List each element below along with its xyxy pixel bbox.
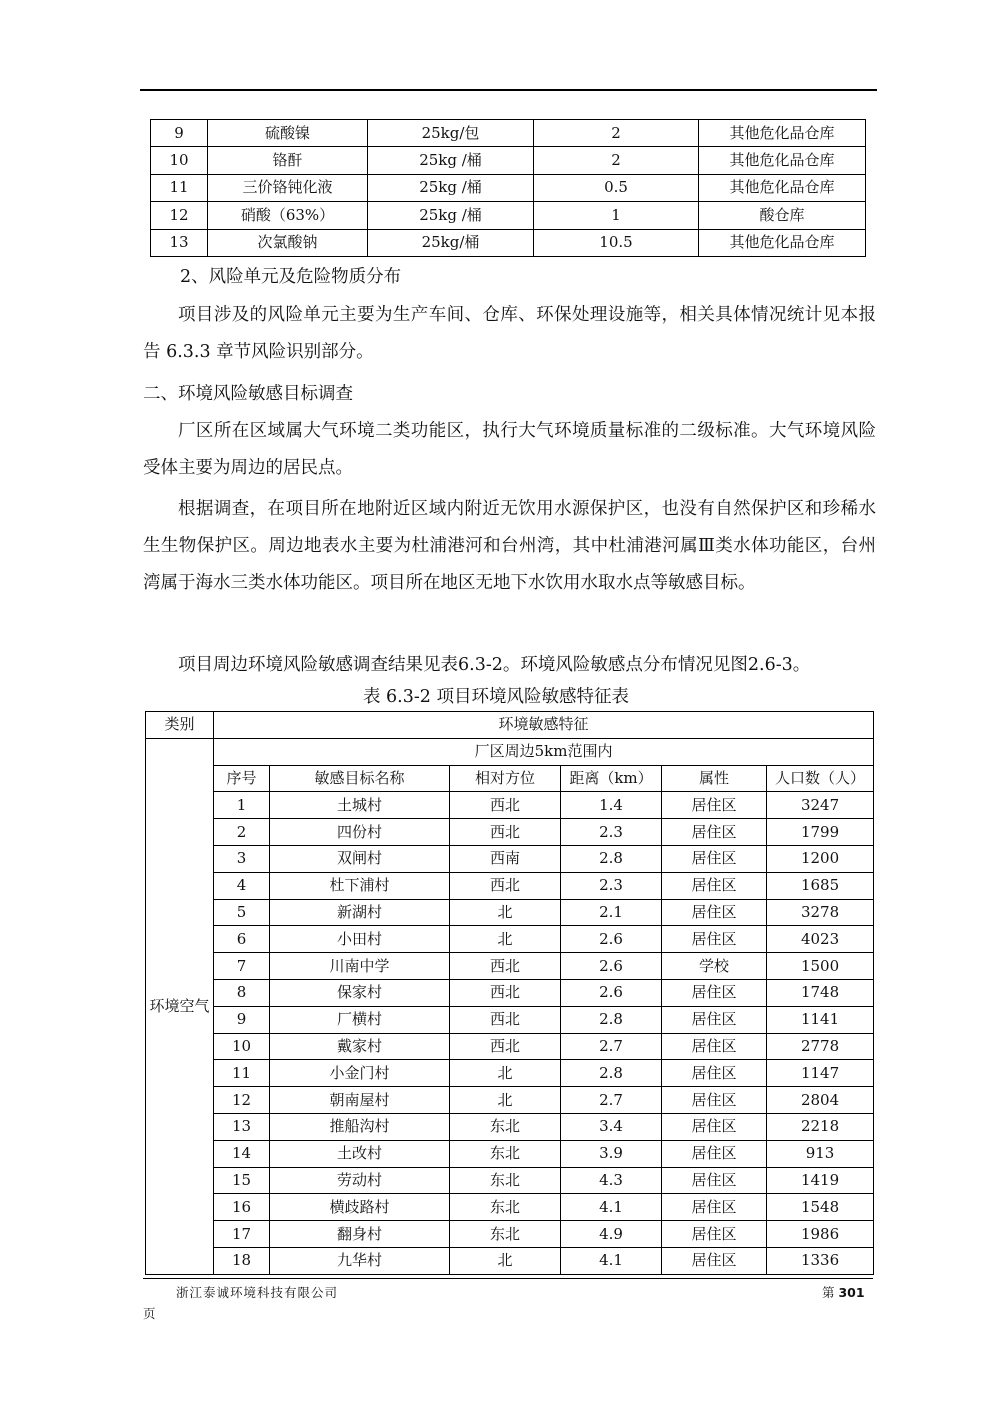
table-cell: 居住区	[662, 1033, 767, 1060]
column-header: 人口数（人）	[767, 765, 874, 792]
table-cell: 居住区	[662, 872, 767, 899]
table-cell: 2.8	[561, 845, 662, 872]
table-cell: 西北	[450, 819, 561, 846]
material-row	[151, 202, 866, 229]
table-cell: 北	[450, 1087, 561, 1114]
table-row	[146, 819, 874, 846]
table-cell: 西北	[450, 979, 561, 1006]
table-row	[146, 845, 874, 872]
table-cell: 2.6	[561, 926, 662, 953]
table-cell: 2.6	[561, 979, 662, 1006]
table-cell: 4.9	[561, 1221, 662, 1248]
table-cell: 16	[214, 1194, 270, 1221]
table-cell: 东北	[450, 1194, 561, 1221]
table-row	[146, 1140, 874, 1167]
paragraph-risk-units: 项目涉及的风险单元主要为生产车间、仓库、环保处理设施等，相关具体情况统计见本报告 6.3.3 章节风险识别部分。	[143, 305, 876, 362]
footer-company: 浙江泰诚环境科技有限公司	[176, 1285, 339, 1300]
material-cell: 次氯酸钠	[208, 229, 368, 256]
material-cell: 25kg/包	[368, 120, 534, 147]
column-header: 属性	[662, 765, 767, 792]
header-rule	[140, 89, 877, 91]
table-cell: 1	[214, 792, 270, 819]
table-cell: 9	[214, 1006, 270, 1033]
table-cell: 1799	[767, 819, 874, 846]
table-cell: 2.3	[561, 872, 662, 899]
table-cell: 推船沟村	[270, 1113, 450, 1140]
table-cell: 11	[214, 1060, 270, 1087]
table-cell: 西北	[450, 872, 561, 899]
table-cell: 6	[214, 926, 270, 953]
table-cell: 2.7	[561, 1087, 662, 1114]
table-cell: 小田村	[270, 926, 450, 953]
column-header: 敏感目标名称	[270, 765, 450, 792]
table-cell: 2.1	[561, 899, 662, 926]
table-cell: 居住区	[662, 1194, 767, 1221]
table-cell: 北	[450, 1247, 561, 1274]
material-cell: 13	[151, 229, 208, 256]
table-cell: 居住区	[662, 1140, 767, 1167]
table-row	[146, 1194, 874, 1221]
material-cell: 硫酸镍	[208, 120, 368, 147]
page-number: 301	[838, 1285, 865, 1300]
material-cell: 三价铬钝化液	[208, 174, 368, 201]
table-cell: 居住区	[662, 1247, 767, 1274]
table-cell: 新湖村	[270, 899, 450, 926]
table-row	[146, 1113, 874, 1140]
table-cell: 3.4	[561, 1113, 662, 1140]
page-prefix: 第	[822, 1285, 839, 1300]
table-cell: 913	[767, 1140, 874, 1167]
table-cell: 西南	[450, 845, 561, 872]
material-cell: 其他危化品仓库	[699, 229, 866, 256]
table-cell: 朝南屋村	[270, 1087, 450, 1114]
table-cell: 居住区	[662, 845, 767, 872]
table-cell: 3.9	[561, 1140, 662, 1167]
table-caption: 表 6.3-2 项目环境风险敏感特征表	[362, 687, 629, 707]
material-row	[151, 229, 866, 256]
table-cell: 居住区	[662, 792, 767, 819]
table-row	[146, 926, 874, 953]
table-cell: 13	[214, 1113, 270, 1140]
table-cell: 1419	[767, 1167, 874, 1194]
table-cell: 居住区	[662, 926, 767, 953]
table-row	[146, 872, 874, 899]
material-cell: 9	[151, 120, 208, 147]
table-cell: 小金门村	[270, 1060, 450, 1087]
table-cell: 2778	[767, 1033, 874, 1060]
table-cell: 8	[214, 979, 270, 1006]
footer-page-number	[822, 1283, 865, 1301]
material-cell: 25kg /桶	[368, 202, 534, 229]
table-cell: 居住区	[662, 899, 767, 926]
paragraph-air-environment: 厂区所在区域属大气环境二类功能区，执行大气环境质量标准的二级标准。大气环境风险受体主要为周边的居民点。	[143, 421, 876, 478]
table-cell: 3278	[767, 899, 874, 926]
table-cell: 西北	[450, 1033, 561, 1060]
table-cell: 15	[214, 1167, 270, 1194]
table-cell: 戴家村	[270, 1033, 450, 1060]
table-cell: 居住区	[662, 819, 767, 846]
material-cell: 其他危化品仓库	[699, 120, 866, 147]
header-feature: 环境敏感特征	[214, 712, 874, 739]
table-cell: 3247	[767, 792, 874, 819]
table-cell: 北	[450, 899, 561, 926]
table-cell: 4023	[767, 926, 874, 953]
table-cell: 居住区	[662, 1113, 767, 1140]
table-cell: 居住区	[662, 1087, 767, 1114]
material-cell: 铬酐	[208, 147, 368, 174]
material-row	[151, 174, 866, 201]
table-cell: 2.7	[561, 1033, 662, 1060]
range-label: 厂区周边5km范围内	[214, 738, 874, 765]
table-cell: 东北	[450, 1167, 561, 1194]
table-cell: 12	[214, 1087, 270, 1114]
table-cell: 横歧路村	[270, 1194, 450, 1221]
table-cell: 劳动村	[270, 1167, 450, 1194]
table-cell: 居住区	[662, 1221, 767, 1248]
material-cell: 其他危化品仓库	[699, 174, 866, 201]
footer-page-suffix: 页	[143, 1306, 156, 1321]
table-cell: 2.6	[561, 953, 662, 980]
table-row	[146, 1247, 874, 1274]
section-heading-sensitive-targets: 二、环境风险敏感目标调查	[143, 384, 353, 404]
table-cell: 学校	[662, 953, 767, 980]
table-cell: 2804	[767, 1087, 874, 1114]
table-cell: 4.3	[561, 1167, 662, 1194]
table-cell: 川南中学	[270, 953, 450, 980]
footer-rule	[143, 1278, 873, 1279]
table-cell: 居住区	[662, 1167, 767, 1194]
table-cell: 东北	[450, 1113, 561, 1140]
material-cell: 2	[534, 147, 699, 174]
material-cell: 25kg /桶	[368, 147, 534, 174]
category-cell: 环境空气	[146, 738, 214, 1274]
column-header: 序号	[214, 765, 270, 792]
table-cell: 保家村	[270, 979, 450, 1006]
table-cell: 14	[214, 1140, 270, 1167]
table-row	[146, 979, 874, 1006]
table-cell: 东北	[450, 1140, 561, 1167]
table-cell: 西北	[450, 1006, 561, 1033]
section-heading-risk-units: 2、风险单元及危险物质分布	[180, 267, 402, 287]
material-cell: 11	[151, 174, 208, 201]
table-cell: 1986	[767, 1221, 874, 1248]
table-cell: 土城村	[270, 792, 450, 819]
table-cell: 1200	[767, 845, 874, 872]
material-cell: 硝酸（63%）	[208, 202, 368, 229]
table-row	[146, 953, 874, 980]
table-row	[146, 1167, 874, 1194]
material-cell: 10.5	[534, 229, 699, 256]
table-cell: 杜下浦村	[270, 872, 450, 899]
material-cell: 酸仓库	[699, 202, 866, 229]
table-row	[146, 1221, 874, 1248]
paragraph-survey-result: 项目周边环境风险敏感调查结果见表6.3-2。环境风险敏感点分布情况见图2.6-3。	[178, 655, 811, 675]
material-cell: 25kg/桶	[368, 229, 534, 256]
material-cell: 2	[534, 120, 699, 147]
table-cell: 1141	[767, 1006, 874, 1033]
table-cell: 2218	[767, 1113, 874, 1140]
table-cell: 18	[214, 1247, 270, 1274]
table-row	[146, 1087, 874, 1114]
table-cell: 西北	[450, 792, 561, 819]
table-cell: 厂横村	[270, 1006, 450, 1033]
material-row	[151, 120, 866, 147]
table-cell: 1748	[767, 979, 874, 1006]
table-cell: 2.3	[561, 819, 662, 846]
material-row	[151, 147, 866, 174]
header-category: 类别	[146, 712, 214, 739]
table-cell: 4.1	[561, 1194, 662, 1221]
column-header: 相对方位	[450, 765, 561, 792]
table-cell: 居住区	[662, 1060, 767, 1087]
material-cell: 25kg /桶	[368, 174, 534, 201]
table-cell: 北	[450, 1060, 561, 1087]
table-cell: 北	[450, 926, 561, 953]
table-cell: 10	[214, 1033, 270, 1060]
hazardous-materials-table	[150, 119, 866, 257]
table-row	[146, 1033, 874, 1060]
table-cell: 居住区	[662, 1006, 767, 1033]
table-cell: 土改村	[270, 1140, 450, 1167]
table-cell: 双闸村	[270, 845, 450, 872]
table-row	[146, 1060, 874, 1087]
table-cell: 1685	[767, 872, 874, 899]
table-row	[146, 1006, 874, 1033]
material-cell: 1	[534, 202, 699, 229]
table-cell: 1.4	[561, 792, 662, 819]
sensitive-targets-table	[145, 711, 874, 1275]
table-cell: 东北	[450, 1221, 561, 1248]
table-cell: 7	[214, 953, 270, 980]
table-row	[146, 899, 874, 926]
material-cell: 0.5	[534, 174, 699, 201]
table-cell: 17	[214, 1221, 270, 1248]
table-cell: 1548	[767, 1194, 874, 1221]
table-cell: 4.1	[561, 1247, 662, 1274]
material-cell: 其他危化品仓库	[699, 147, 866, 174]
table-cell: 四份村	[270, 819, 450, 846]
table-cell: 西北	[450, 953, 561, 980]
table-cell: 1500	[767, 953, 874, 980]
table-cell: 九华村	[270, 1247, 450, 1274]
table-row	[146, 792, 874, 819]
table-cell: 3	[214, 845, 270, 872]
column-header: 距离（km）	[561, 765, 662, 792]
table-cell: 翻身村	[270, 1221, 450, 1248]
paragraph-water-environment: 根据调查，在项目所在地附近区域内附近无饮用水源保护区，也没有自然保护区和珍稀水生生物保护区。周边地表水主要为杜浦港河和台州湾，其中杜浦港河属Ⅲ类水体功能区，台州湾属于海水三类水体功能区。项目所在地区无地下水饮用水取水点等敏感目标。	[143, 499, 876, 593]
table-cell: 2.8	[561, 1006, 662, 1033]
table-cell: 4	[214, 872, 270, 899]
table-cell: 1147	[767, 1060, 874, 1087]
table-cell: 居住区	[662, 979, 767, 1006]
material-cell: 12	[151, 202, 208, 229]
table-cell: 5	[214, 899, 270, 926]
table-cell: 2.8	[561, 1060, 662, 1087]
material-cell: 10	[151, 147, 208, 174]
table-cell: 2	[214, 819, 270, 846]
table-cell: 1336	[767, 1247, 874, 1274]
